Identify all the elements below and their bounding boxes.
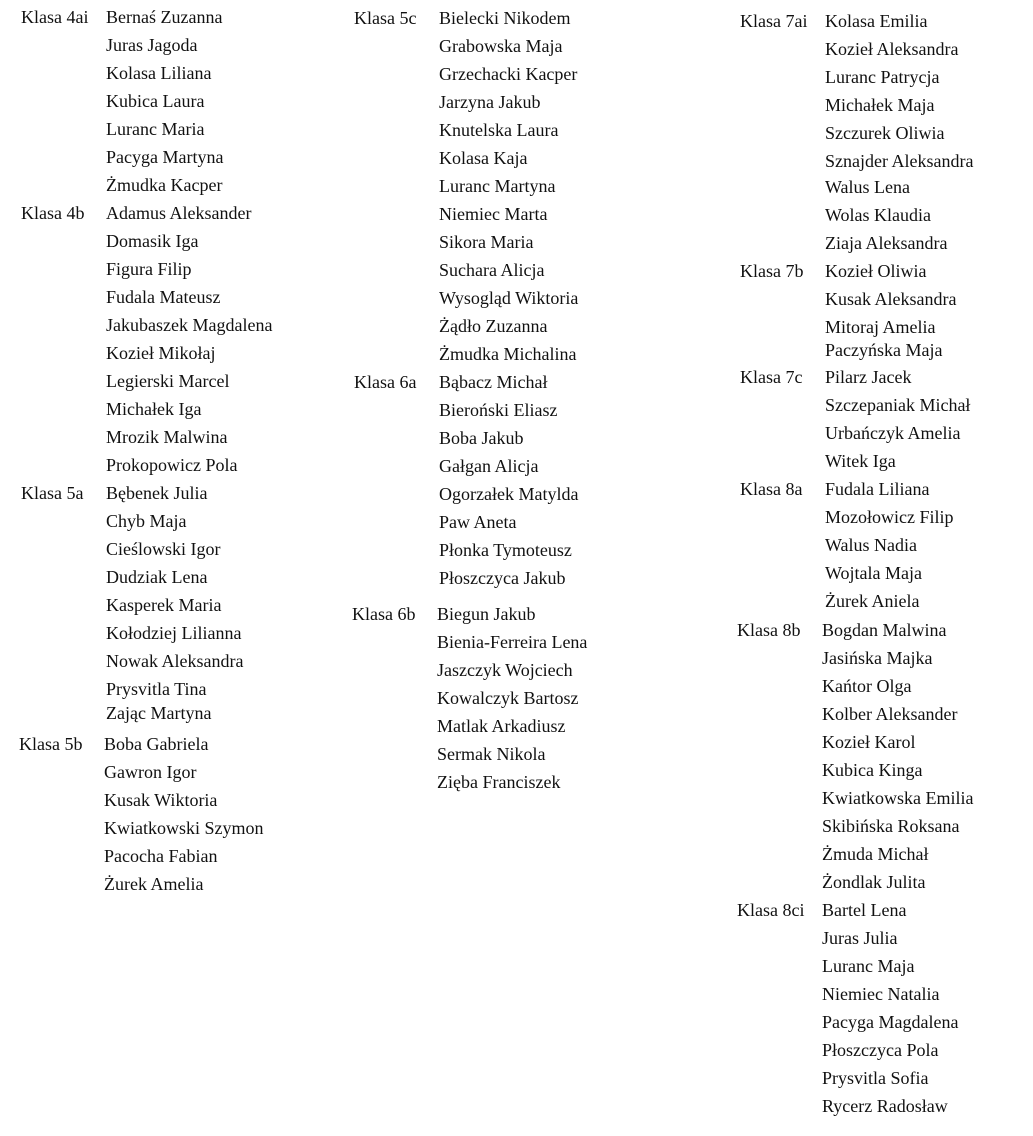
student-name: Pacocha Fabian (104, 846, 218, 866)
class-label: Klasa 4ai (21, 7, 89, 27)
student-name: Niemiec Marta (439, 204, 548, 224)
student-name: Kusak Wiktoria (104, 790, 218, 810)
student-name: Zięba Franciszek (437, 772, 561, 792)
student-name: Kolasa Kaja (439, 148, 528, 168)
student-name: Urbańczyk Amelia (825, 423, 961, 443)
student-name: Wolas Klaudia (825, 205, 932, 225)
student-name: Grabowska Maja (439, 36, 563, 56)
student-name: Kasperek Maria (106, 595, 222, 615)
student-name: Kubica Kinga (822, 760, 923, 780)
student-name: Żmudka Kacper (106, 175, 223, 195)
student-name: Luranc Maja (822, 956, 915, 976)
student-name: Biegun Jakub (437, 604, 536, 624)
student-name: Kowalczyk Bartosz (437, 688, 579, 708)
class-label: Klasa 7b (740, 261, 804, 281)
student-name: Żurek Aniela (825, 591, 920, 611)
student-name: Żmuda Michał (822, 844, 929, 864)
student-name: Domasik Iga (106, 231, 199, 251)
student-name: Kozieł Mikołaj (106, 343, 216, 363)
student-name: Kolasa Liliana (106, 63, 212, 83)
student-name: Legierski Marcel (106, 371, 230, 391)
student-name: Mitoraj Amelia (825, 317, 936, 337)
student-name: Gałgan Alicja (439, 456, 539, 476)
student-name: Walus Lena (825, 177, 911, 197)
student-name: Juras Julia (822, 928, 898, 948)
student-name: Ogorzałek Matylda (439, 484, 579, 504)
student-name: Ziaja Aleksandra (825, 233, 948, 253)
student-name: Mrozik Malwina (106, 427, 228, 447)
student-name: Bernaś Zuzanna (106, 7, 223, 27)
student-name: Płoszczyca Jakub (439, 568, 566, 588)
student-name: Kolasa Emilia (825, 11, 928, 31)
student-name: Suchara Alicja (439, 260, 545, 280)
class-label: Klasa 7c (740, 367, 803, 387)
student-name: Bębenek Julia (106, 483, 208, 503)
student-name: Bienia-Ferreira Lena (437, 632, 588, 652)
student-name: Niemiec Natalia (822, 984, 940, 1004)
student-name: Sznajder Aleksandra (825, 151, 974, 171)
student-name: Paczyńska Maja (825, 340, 943, 360)
class-label: Klasa 8ci (737, 900, 805, 920)
student-name: Rycerz Radosław (822, 1096, 948, 1116)
student-name: Zając Martyna (106, 703, 212, 723)
student-name: Jakubaszek Magdalena (106, 315, 273, 335)
student-name: Luranc Patrycja (825, 67, 940, 87)
student-name: Jaszczyk Wojciech (437, 660, 573, 680)
student-name: Kańtor Olga (822, 676, 912, 696)
student-name: Nowak Aleksandra (106, 651, 244, 671)
student-name: Pacyga Magdalena (822, 1012, 959, 1032)
student-name: Matlak Arkadiusz (437, 716, 566, 736)
class-label: Klasa 6b (352, 604, 416, 624)
student-name: Boba Gabriela (104, 734, 209, 754)
student-name: Fudala Liliana (825, 479, 930, 499)
student-name: Prysvitla Tina (106, 679, 207, 699)
student-name: Szczepaniak Michał (825, 395, 971, 415)
class-label: Klasa 5a (21, 483, 84, 503)
student-name: Kubica Laura (106, 91, 205, 111)
student-name: Żurek Amelia (104, 874, 204, 894)
student-name: Prysvitla Sofia (822, 1068, 929, 1088)
student-name: Chyb Maja (106, 511, 187, 531)
student-name: Płonka Tymoteusz (439, 540, 572, 560)
student-name: Kusak Aleksandra (825, 289, 957, 309)
student-name: Gawron Igor (104, 762, 197, 782)
student-name: Prokopowicz Pola (106, 455, 238, 475)
student-name: Pilarz Jacek (825, 367, 912, 387)
student-name: Boba Jakub (439, 428, 524, 448)
student-name: Kolber Aleksander (822, 704, 958, 724)
student-name: Wojtala Maja (825, 563, 923, 583)
student-name: Bielecki Nikodem (439, 8, 571, 28)
student-name: Jasińska Majka (822, 648, 933, 668)
student-name: Fudala Mateusz (106, 287, 221, 307)
student-name: Żądło Zuzanna (439, 316, 548, 336)
student-name: Szczurek Oliwia (825, 123, 945, 143)
student-name: Luranc Martyna (439, 176, 556, 196)
student-name: Cieślowski Igor (106, 539, 221, 559)
student-name: Skibińska Roksana (822, 816, 960, 836)
student-name: Kozieł Karol (822, 732, 916, 752)
student-name: Juras Jagoda (106, 35, 198, 55)
student-name: Bieroński Eliasz (439, 400, 558, 420)
student-name: Płoszczyca Pola (822, 1040, 939, 1060)
student-name: Kołodziej Lilianna (106, 623, 242, 643)
class-label: Klasa 6a (354, 372, 417, 392)
class-label: Klasa 8a (740, 479, 803, 499)
class-label: Klasa 5c (354, 8, 417, 28)
student-name: Knutelska Laura (439, 120, 559, 140)
student-name: Bartel Lena (822, 900, 907, 920)
student-name: Żondlak Julita (822, 872, 926, 892)
student-name: Paw Aneta (439, 512, 517, 532)
class-label: Klasa 8b (737, 620, 801, 640)
student-name: Jarzyna Jakub (439, 92, 541, 112)
student-name: Dudziak Lena (106, 567, 208, 587)
student-name: Kwiatkowska Emilia (822, 788, 974, 808)
student-name: Figura Filip (106, 259, 192, 279)
class-label: Klasa 7ai (740, 11, 808, 31)
student-name: Kozieł Oliwia (825, 261, 927, 281)
class-label: Klasa 4b (21, 203, 85, 223)
student-name: Adamus Aleksander (106, 203, 252, 223)
student-name: Sikora Maria (439, 232, 534, 252)
student-name: Żmudka Michalina (439, 344, 577, 364)
student-name: Bogdan Malwina (822, 620, 947, 640)
student-name: Walus Nadia (825, 535, 918, 555)
student-name: Witek Iga (825, 451, 896, 471)
class-label: Klasa 5b (19, 734, 83, 754)
student-name: Wysogląd Wiktoria (439, 288, 579, 308)
student-name: Kwiatkowski Szymon (104, 818, 264, 838)
student-name: Kozieł Aleksandra (825, 39, 959, 59)
student-name: Michałek Maja (825, 95, 935, 115)
student-name: Luranc Maria (106, 119, 205, 139)
student-name: Michałek Iga (106, 399, 202, 419)
student-name: Mozołowicz Filip (825, 507, 954, 527)
student-name: Pacyga Martyna (106, 147, 224, 167)
student-name: Grzechacki Kacper (439, 64, 578, 84)
student-name: Sermak Nikola (437, 744, 546, 764)
student-name: Bąbacz Michał (439, 372, 548, 392)
